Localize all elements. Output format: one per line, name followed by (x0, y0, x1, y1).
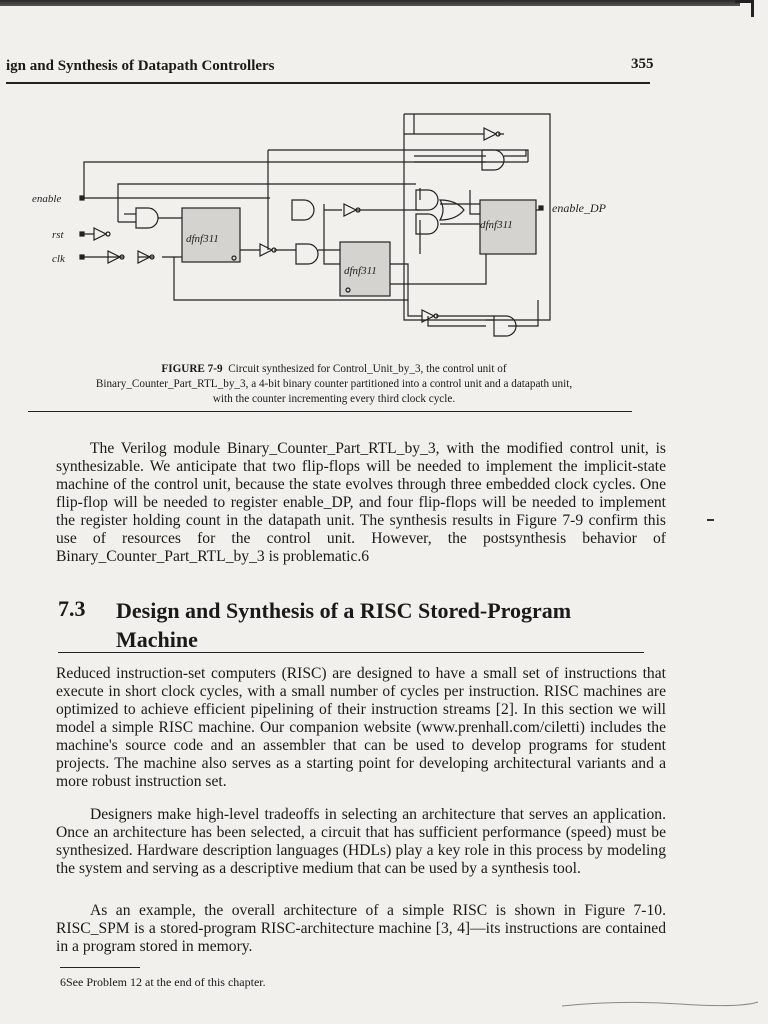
paragraph-verilog-module: The Verilog module Binary_Counter_Part_RTL_by_3, with the modified control unit, is synthesizable. We anticipate that two flip-flops will be needed to implement the implicit-state machine of the control unit, because the state evolves through three embedded clock cycles. One flip-flop will be needed to register enable_DP, and four flip-flops will be needed to implement the register holding count in the datapath unit. The synthesis results in Figure 7-9 confirm this use of resources for the control unit. However, the postsynthesis behavior of Binary_Counter_Part_RTL_by_3 is problematic.6 (56, 440, 666, 565)
paragraph-example: As an example, the overall architecture of a simple RISC is shown in Figure 7-10. RISC_SPM is a stored-program RISC-architecture machine [3, 4]—its instructions are contained in a program stored in memory. (56, 902, 666, 955)
figure-label: FIGURE 7-9 (161, 363, 223, 375)
enable-label: enable (32, 193, 62, 205)
section-number: 7.3 (58, 596, 86, 621)
paragraph-risc-intro: Reduced instruction-set computers (RISC) are designed to have a small set of instructions that execute in short clock cycles, with a small number of cycles per instruction. RISC machines are optimized to achieve efficient pipelining of their instruction streams [2]. In this section we will model a simple RISC machine. Our companion website (www.prenhall.com/ciletti) includes the machine's source code and an assembler that can be used to develop programs for student projects. The machine also serves as a starting point for developing architectural variants and a more robust instruction set. (56, 665, 666, 790)
margin-mark (707, 519, 714, 521)
caption-line-3: with the counter incrementing every third clock cycle. (212, 393, 456, 405)
flip-flop-3-label: dfnf311 (480, 219, 513, 231)
caption-line-2: Binary_Counter_Part_RTL_by_3, a 4-bit binary counter partitioned into a control unit and a datapath unit, (95, 378, 573, 390)
footnote-rule (60, 967, 140, 968)
circuit-schematic (28, 104, 640, 340)
enable-dp-label: enable_DP (552, 201, 606, 215)
section-title: Design and Synthesis of a RISC Stored-Program Machine (116, 598, 572, 652)
caption-line-1: Circuit synthesized for Control_Unit_by_3, the control unit of (228, 363, 507, 375)
page-corner-mark (735, 0, 754, 17)
footnote: 6See Problem 12 at the end of this chapter. (60, 975, 266, 989)
scan-top-edge (0, 0, 740, 6)
header-rule (6, 82, 650, 84)
page-number: 355 (631, 56, 654, 72)
caption-rule (28, 411, 632, 412)
paragraph-tradeoffs: Designers make high-level tradeoffs in selecting an architecture that serves an application. Once an architecture has been selected, a circuit that has sufficient performance (speed) must be synthesized. Hardware description languages (HDLs) play a key role in this process by modeling the system and serving as a descriptive medium that can be used by a synthesis tool. (56, 806, 666, 877)
running-head: ign and Synthesis of Datapath Controllers (6, 58, 275, 74)
pencil-mark (560, 996, 760, 1010)
rst-label: rst (52, 229, 64, 241)
section-rule (58, 652, 644, 653)
flip-flop-1-label: dfnf311 (186, 233, 219, 245)
clk-label: clk (52, 253, 65, 265)
figure-caption (28, 362, 640, 407)
flip-flop-2-label: dfnf311 (344, 265, 377, 277)
